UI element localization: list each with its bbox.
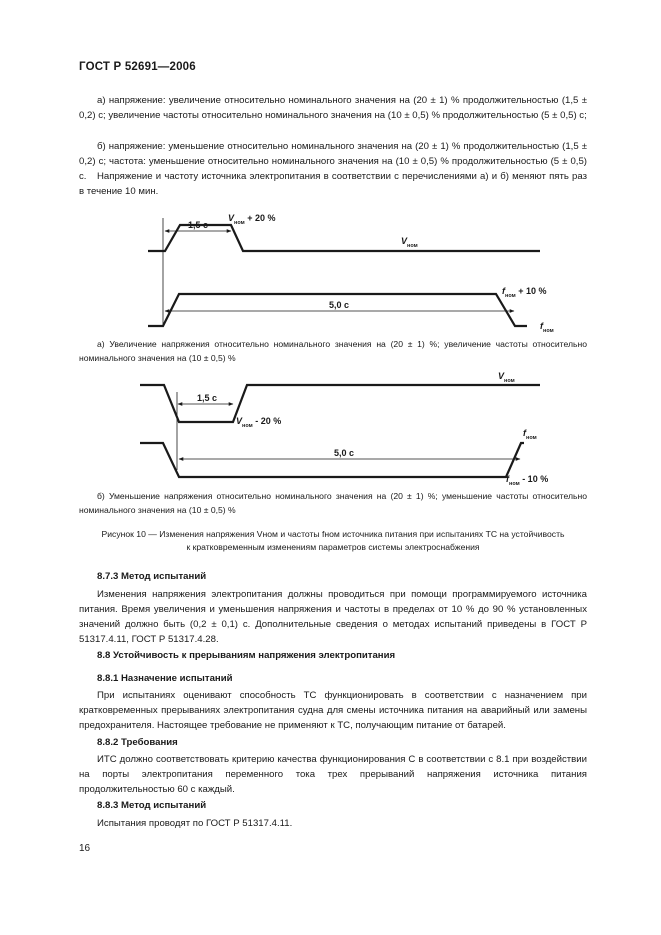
dur-short-b: 1,5 с	[196, 393, 218, 403]
heading-883: 8.8.3 Метод испытаний	[97, 800, 207, 811]
dur-short-a: 1,5 с	[187, 220, 209, 230]
heading-881: 8.8.1 Назначение испытаний	[97, 673, 233, 684]
v-dip-label: $V_{ном} - 20$ %	[236, 416, 282, 429]
paragraph-c: Напряжение и частоту источника электропитания в соответствии с перечислениями а) и б) меняют пять раз в течение 10 мин.	[79, 171, 587, 197]
document-header: ГОСТ Р 52691—2006	[79, 61, 196, 73]
figure-caption-line2: к кратковременным изменениям параметров системы электроснабжения	[186, 542, 480, 552]
caption-b: б) Уменьшение напряжения относительно номинального значения на (20 ± 1) %; уменьшение частоты относительно номинального значения на (10 ± 0,5) %	[79, 491, 587, 515]
text-881: При испытаниях оценивают способность ТС функционировать в соответствии с назначением при кратковременных прерываниях электропитания судна для смены источника питания на аварийный или замены предохранителя. Настоящее требование не применяют к ТС, получающим питание от батарей.	[79, 690, 587, 731]
text-873: Изменения напряжения электропитания должны проводиться при помощи программируемого источника питания. Время увеличения и уменьшения напряжения и частоты в пределах от 10 % до 90 % установленных значений должно быть (0,2 ± 0,1) с. Дополнительные сведения о методах испытаний приведены в ГОСТ Р 51317.4.11, ГОСТ Р 51317.4.28.	[79, 589, 587, 645]
frequency-increase-waveform	[148, 294, 527, 326]
heading-882: 8.8.2 Требования	[97, 737, 178, 748]
text-882: ИТС должно соответствовать критерию качества функционирования С в соответствии с 8.1 при воздействии на порты электропитания переменного тока трех прерываний напряжения источника питания продолжительностью 60 с каждый.	[79, 754, 587, 795]
v-nom-label-a: $V_{ном}$	[401, 236, 418, 249]
dur-long-a: 5,0 с	[328, 300, 350, 310]
v-nom-label-b: $V_{ном}$	[498, 371, 515, 384]
frequency-decrease-waveform	[140, 443, 524, 477]
f-nom-label-a: $f_{ном}$	[540, 321, 554, 334]
text-883: Испытания проводят по ГОСТ Р 51317.4.11.	[97, 818, 293, 829]
f-peak-label: $f_{ном} + 10$ %	[502, 286, 547, 299]
dur-long-b: 5,0 с	[333, 448, 355, 458]
heading-88: 8.8 Устойчивость к прерываниям напряжения электропитания	[97, 650, 396, 661]
paragraph-b: б) напряжение: уменьшение относительно номинального значения на (20 ± 1) % продолжительностью (1,5 ± 0,2) с; частота: уменьшение относительно номинального значения на (10 ± 0,5) % продолжительностью (5 ± 0,5) с.	[79, 141, 587, 182]
f-dip-label: $f_{ном} - 10$ %	[506, 474, 549, 487]
page-number: 16	[79, 843, 91, 854]
heading-873: 8.7.3 Метод испытаний	[97, 571, 207, 582]
figure-caption-line1: Рисунок 10 — Изменения напряжения Vном и частоты fном источника питания при испытаниях ТС на устойчивость	[101, 529, 565, 539]
paragraph-a: а) напряжение: увеличение относительно номинального значения на (20 ± 1) % продолжительностью (1,5 ± 0,2) с; увеличение частоты относительно номинального значения на (10 ± 0,5) % продолжительностью (5 ± 0,5) с;	[79, 95, 587, 121]
voltage-decrease-waveform	[140, 385, 540, 422]
caption-a: а) Увеличение напряжения относительно номинального значения на (20 ± 1) %; увеличение частоты относительно номинального значения на (10 ± 0,5) %	[79, 339, 587, 363]
f-nom-label-b: $f_{ном}$	[523, 428, 537, 441]
v-peak-label: $V_{ном} + 20$ %	[228, 213, 276, 226]
